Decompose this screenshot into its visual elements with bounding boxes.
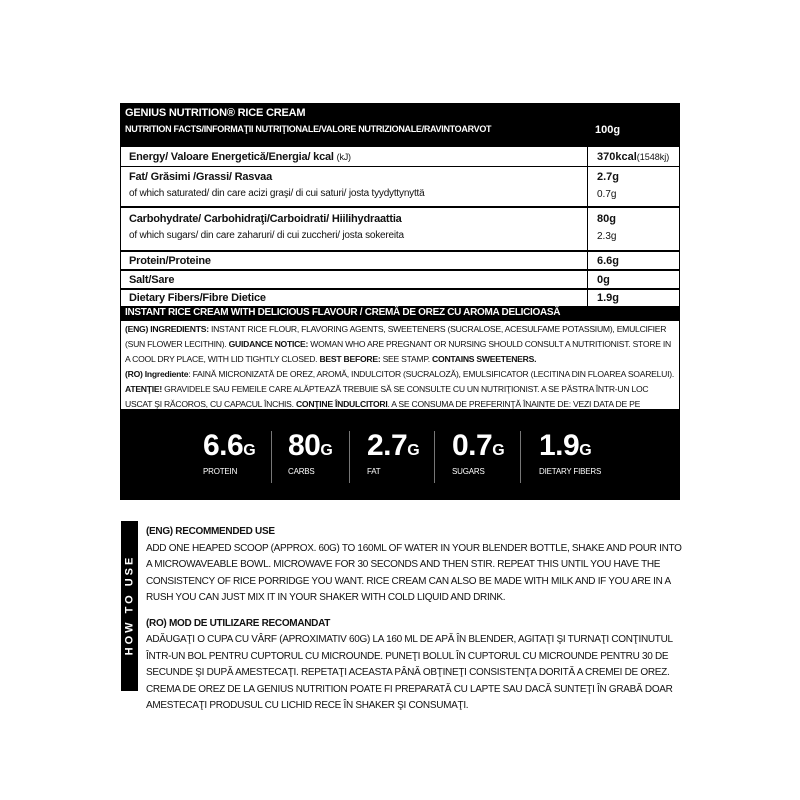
column-divider [587,147,588,166]
macro-summary-bar [121,409,679,500]
ro-ingredients-label: (RO) Ingrediente [125,369,189,379]
macro-fibers [539,431,601,476]
panel-header [121,104,679,146]
eng-recommended-use-heading: (ENG) RECOMMENDED USE [146,526,275,537]
macro-fibers-label: DIETARY FIBERS [539,467,602,476]
salt-label: Salt/Sare [129,274,175,286]
ro-recommended-use-heading: (RO) MOD DE UTILIZARE RECOMANDAT [146,617,331,629]
macro-fibers-unit: G [579,442,592,459]
spacer [146,607,686,616]
saturated-label: of which saturated/ din care acizi graşi/ di cui saturi/ josta tyydyttynyttä [129,188,425,199]
product-title: GENIUS NUTRITION® RICE CREAM [125,107,306,119]
eng-ingredients-label: (ENG) INGREDIENTS: [125,324,209,334]
fibre-row [121,288,679,306]
macro-protein [203,431,255,476]
macro-separator [434,431,435,483]
energy-row [121,146,679,166]
protein-row [121,250,679,269]
macro-sugars [452,431,504,476]
ro-sweeteners-text: . A SE CONSUMA DE PREFERINŢĂ ÎNAINTE DE: VEZI DATA DE PE [387,399,641,409]
fibre-value: 1.9g [597,292,620,304]
column-divider [587,271,588,288]
nutrition-facts-title: NUTRITION FACTS/INFORMAŢII NUTRIŢIONALE/VALORE NUTRIZIONALE/RAVINTOARVOT [125,124,492,134]
ro-warning-label: ATENŢIE! [125,384,162,394]
how-to-use-sidebar [121,521,138,691]
macro-carbs-label: CARBS [288,467,315,476]
ro-ingredients-text: : FAINĂ MICRONIZATĂ DE OREZ, AROMĂ, INDULCITOR (SUCRALOZĂ), EMULSIFICATOR (LECITINA DIN FLOAREA SOARELUI). [188,369,675,379]
macro-separator [349,431,350,483]
carbs-value: 80g [597,213,616,225]
macro-carbs-unit: G [320,442,333,459]
macro-protein-label: PROTEIN [203,467,238,476]
column-divider [587,167,588,206]
column-divider [587,290,588,306]
ingredients-eng [125,322,677,367]
energy-kj-value: (1548kj) [636,152,670,162]
product-claim: INSTANT RICE CREAM WITH DELICIOUS FLAVOUR / CREMĂ DE OREZ CU AROMA DELICIOASĂ [125,307,561,318]
sugars-value: 2.3g [597,231,617,242]
macro-sugars-value: 0.7 [452,429,493,462]
ro-sweeteners-label: CONŢINE ÎNDULCITORI [295,399,388,409]
macro-fat-value: 2.7 [367,429,408,462]
macro-fat-label: FAT [367,467,381,476]
sugars-label: of which sugars/ din care zaharuri/ di cui zuccheri/ josta sokereita [129,230,404,241]
how-to-use-body [146,524,686,715]
ro-recommended-use-text: ADĂUGAŢI O CUPA CU VÂRF (APROXIMATIV 60G) LA 160 ML DE APĂ ÎN BLENDER, AGITAŢI ŞI TURNAŢI CONŢINUTUL ÎNTR-UN BOL PENTRU CUPTORUL CU MICROUNDE. PUNEŢI BOLUL ÎN CUPTORUL CU MICROUNDE PENTRU 30 DE SECUNDE ŞI DUPĂ AMESTECAŢI. REPETAŢI ACEASTA PÂNĂ OBŢINEŢI CONSISTENŢA DORITĂ A CREMEI DE OREZ. CREMA DE OREZ DE LA GENIUS NUTRITION POATE FI PREPARATĂ CU LAPTE SAU DACĂ SUNTEŢI ÎN GRABĂ DOAR AMESTECAŢI PRODUSUL CU LICHID RECE ÎN SHAKER ŞI CONSUMAŢI. [146,634,673,711]
salt-value: 0g [597,274,610,286]
macro-carbs-value: 80 [288,429,321,462]
carbs-row [121,206,679,250]
energy-label: Energy/ Valoare Energetică/Energia/ kcal [129,151,334,163]
saturated-value: 0.7g [597,189,617,200]
product-claim-bar [121,306,679,321]
eng-recommended-use-text: ADD ONE HEAPED SCOOP (APPROX. 60G) TO 160ML OF WATER IN YOUR BLENDER BOTTLE, SHAKE AND POUR INTO A MICROWAVEABLE BOWL. MICROWAVE FOR 30 SECONDS AND THEN STIR. REPEAT THIS UNTIL YOU HAVE THE CONSISTENCY OF RICE PORRIDGE YOU WANT. RICE CREAM CAN ALSO BE MADE WITH MILK AND IF YOU ARE IN A RUSH YOU CAN JUST MIX IT IN YOUR SHAKER WITH COLD LIQUID AND DRINK. [146,542,682,603]
eng-guidance-text: WOMAN WHO ARE PREGNANT OR NURSING SHOULD CONSULT A NUTRITIONIST. STORE IN A COOL DRY PLACE, WITH LID TIGHTLY CLOSED. [125,339,672,364]
macro-protein-unit: G [243,442,256,459]
fibre-label: Dietary Fibers/Fibre Dietice [129,292,266,304]
eng-ingredients-text: INSTANT RICE FLOUR, FLAVORING AGENTS, SWEETENERS (SUCRALOSE, ACESULFAME POTASSIUM), EMULCIFIER (SUN FLOWER LECITHIN). [125,324,667,349]
fat-label: Fat/ Grăsimi /Grassi/ Rasvaa [129,171,272,183]
eng-guidance-label: GUIDANCE NOTICE: [228,339,309,349]
fat-row [121,166,679,206]
macro-separator [520,431,521,483]
macro-sugars-label: SUGARS [452,467,485,476]
macro-fibers-value: 1.9 [539,429,580,462]
carbs-label: Carbohydrate/ Carbohidraţi/Carboidrati/ Hiilihydraattia [129,213,402,225]
nutrition-panel [120,103,680,500]
macro-fat-unit: G [407,442,420,459]
how-to-use-label: HOW TO USE [123,554,136,656]
macro-sugars-unit: G [492,442,505,459]
ro-warning-text: GRAVIDELE SAU FEMEILE CARE ALĂPTEAZĂ TREBUIE SĂ SE CONSULTE CU UN NUTRIŢIONIST. A SE PĂSTRA ÎNTR-UN LOC USCAT ŞI RĂCOROS, CU CAPACUL ÎNCHIS. [125,384,649,409]
protein-value: 6.6g [597,255,620,267]
macro-carbs [288,431,332,476]
eng-sweeteners-label: CONTAINS SWEETENERS. [432,354,537,364]
salt-row [121,269,679,288]
macro-protein-value: 6.6 [203,429,244,462]
energy-value: 370kcal [597,151,637,163]
eng-best-before-label: BEST BEFORE: [319,354,381,364]
energy-unit-label: (kJ) [336,152,351,162]
fat-value: 2.7g [597,171,620,183]
eng-best-before-text: SEE STAMP. [380,354,433,364]
per-100g-label: 100g [595,124,621,136]
column-divider [587,208,588,250]
macro-separator [271,431,272,483]
macro-fat [367,431,419,476]
protein-label: Protein/Proteine [129,255,211,267]
column-divider [587,252,588,269]
